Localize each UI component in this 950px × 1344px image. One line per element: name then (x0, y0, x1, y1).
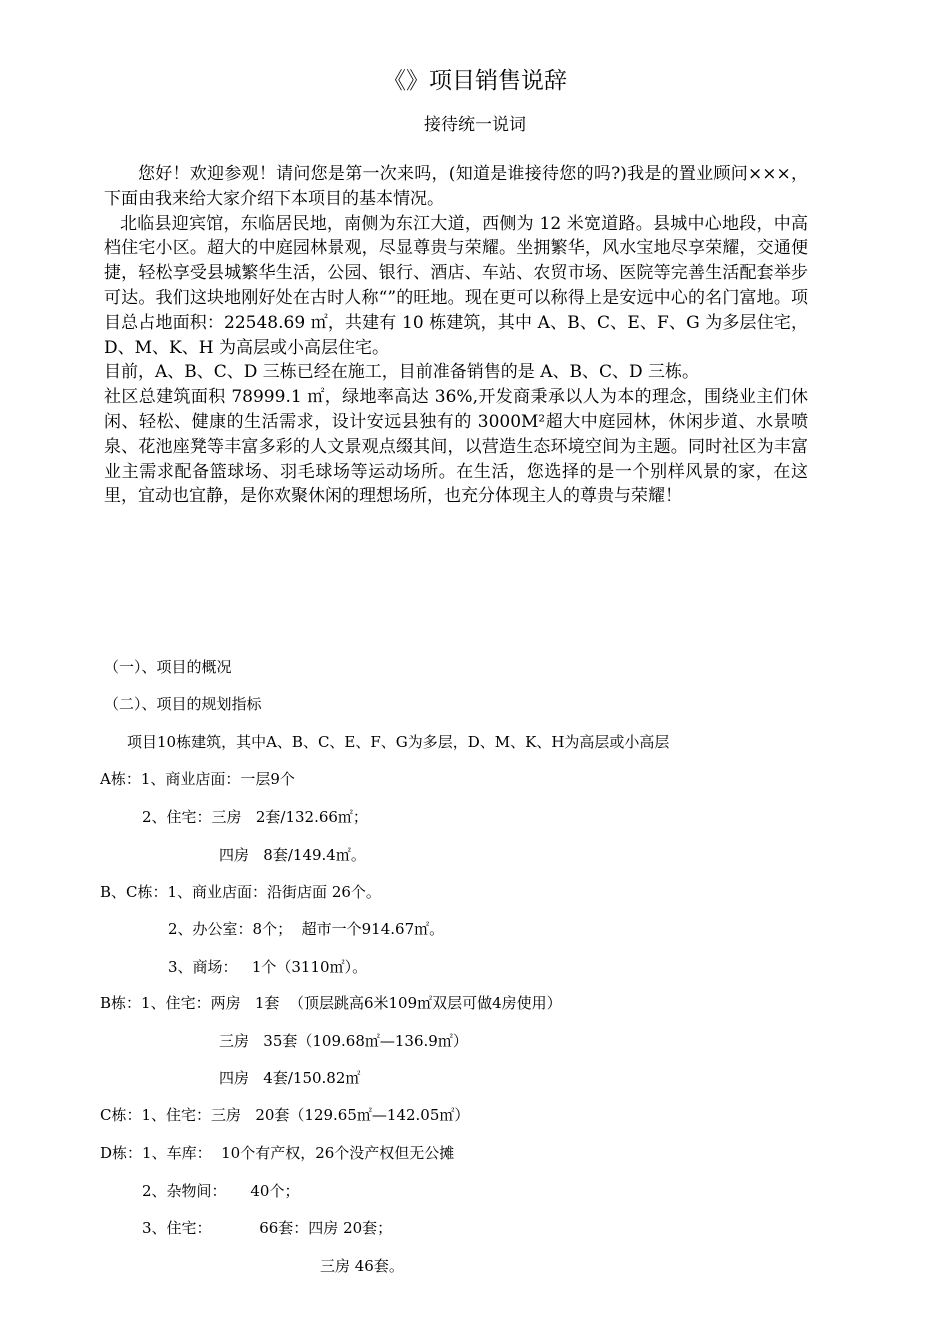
building-b-two-room: B栋：1、住宅：两房 1套 （顶层跳高6米109㎡双层可做4房使用） (100, 994, 562, 1012)
building-bc-shops: B、C栋：1、商业店面：沿街店面 26个。 (100, 883, 381, 901)
building-a-shops: A栋：1、商业店面：一层9个 (100, 770, 295, 788)
building-bc-mall: 3、商场： 1个（3110㎡）。 (168, 958, 368, 976)
building-d-garage: D栋：1、车库： 10个有产权，26个没产权但无公摊 (100, 1144, 455, 1162)
paragraph-community: 社区总建筑面积 78999.1 ㎡，绿地率高达 36%,开发商秉承以人为本的理念，围绕业主们休闲、轻松、健康的生活需求，设计安远县独有的 3000M²超大中庭园林，休闲步道、水景喷泉、花池座凳等丰富多彩的人文景观点缀其间，以营造生态环境空间为主题。同时社区为丰富业主需求配备篮球场、羽毛球场等运动场所。在生活，您选择的是一个别样风景的家，在这里，宜动也宜静，是你欢聚休闲的理想场所，也充分体现主人的尊贵与荣耀！ (104, 387, 808, 507)
document-subtitle: 接待统一说词 (424, 115, 526, 135)
document-title: 《》项目销售说辞 (383, 68, 567, 94)
building-b-three-room: 三房 35套（109.68㎡—136.9㎡） (219, 1032, 468, 1050)
paragraph-location: 北临县迎宾馆，东临居民地，南侧为东江大道，西侧为 12 米宽道路。县城中心地段，中高档住宅小区。超大的中庭园林景观，尽显尊贵与荣耀。坐拥繁华，风水宝地尽享荣耀，交通便捷，轻松享受县城繁华生活，公园、银行、酒店、车站、农贸市场、医院等完善生活配套举步可达。我们这块地刚好处在古时人称“”的旺地。现在更可以称得上是安远中心的名门富地。项目总占地面积：22548.69 ㎡，共建有 10 栋建筑，其中 A、B、C、E、F、G 为多层住宅，D、M、K、H 为高层或小高层住宅。 (104, 213, 808, 358)
section-heading-overview: （一）、项目的概况 (104, 658, 232, 676)
building-a-residence: 2、住宅：三房 2套/132.66㎡； (142, 808, 368, 826)
building-a-four-room: 四房 8套/149.4㎡。 (219, 846, 366, 864)
building-d-storage: 2、杂物间： 40个； (142, 1182, 300, 1200)
planning-summary: 项目10栋建筑，其中A、B、C、E、F、G为多层，D、M、K、H为高层或小高层 (127, 733, 670, 751)
building-d-residence: 3、住宅： 66套：四房 20套； (142, 1219, 393, 1237)
building-bc-office: 2、办公室：8个； 超市一个914.67㎡。 (168, 920, 445, 938)
paragraph-progress: 目前，A、B、C、D 三栋已经在施工，目前准备销售的是 A、B、C、D 三栋。 (104, 362, 700, 383)
building-d-three-room: 三房 46套。 (320, 1257, 404, 1275)
intro-text (104, 162, 808, 509)
section-heading-planning: （二）、项目的规划指标 (104, 695, 262, 713)
building-b-four-room: 四房 4套/150.82㎡ (219, 1069, 361, 1087)
paragraph-greeting: 您好！欢迎参观！请问您是第一次来吗，(知道是谁接待您的吗?)我是的置业顾问×××，下面由我来给大家介绍下本项目的基本情况。 (104, 164, 808, 209)
building-c-residence: C栋：1、住宅：三房 20套（129.65㎡—142.05㎡） (100, 1106, 470, 1124)
